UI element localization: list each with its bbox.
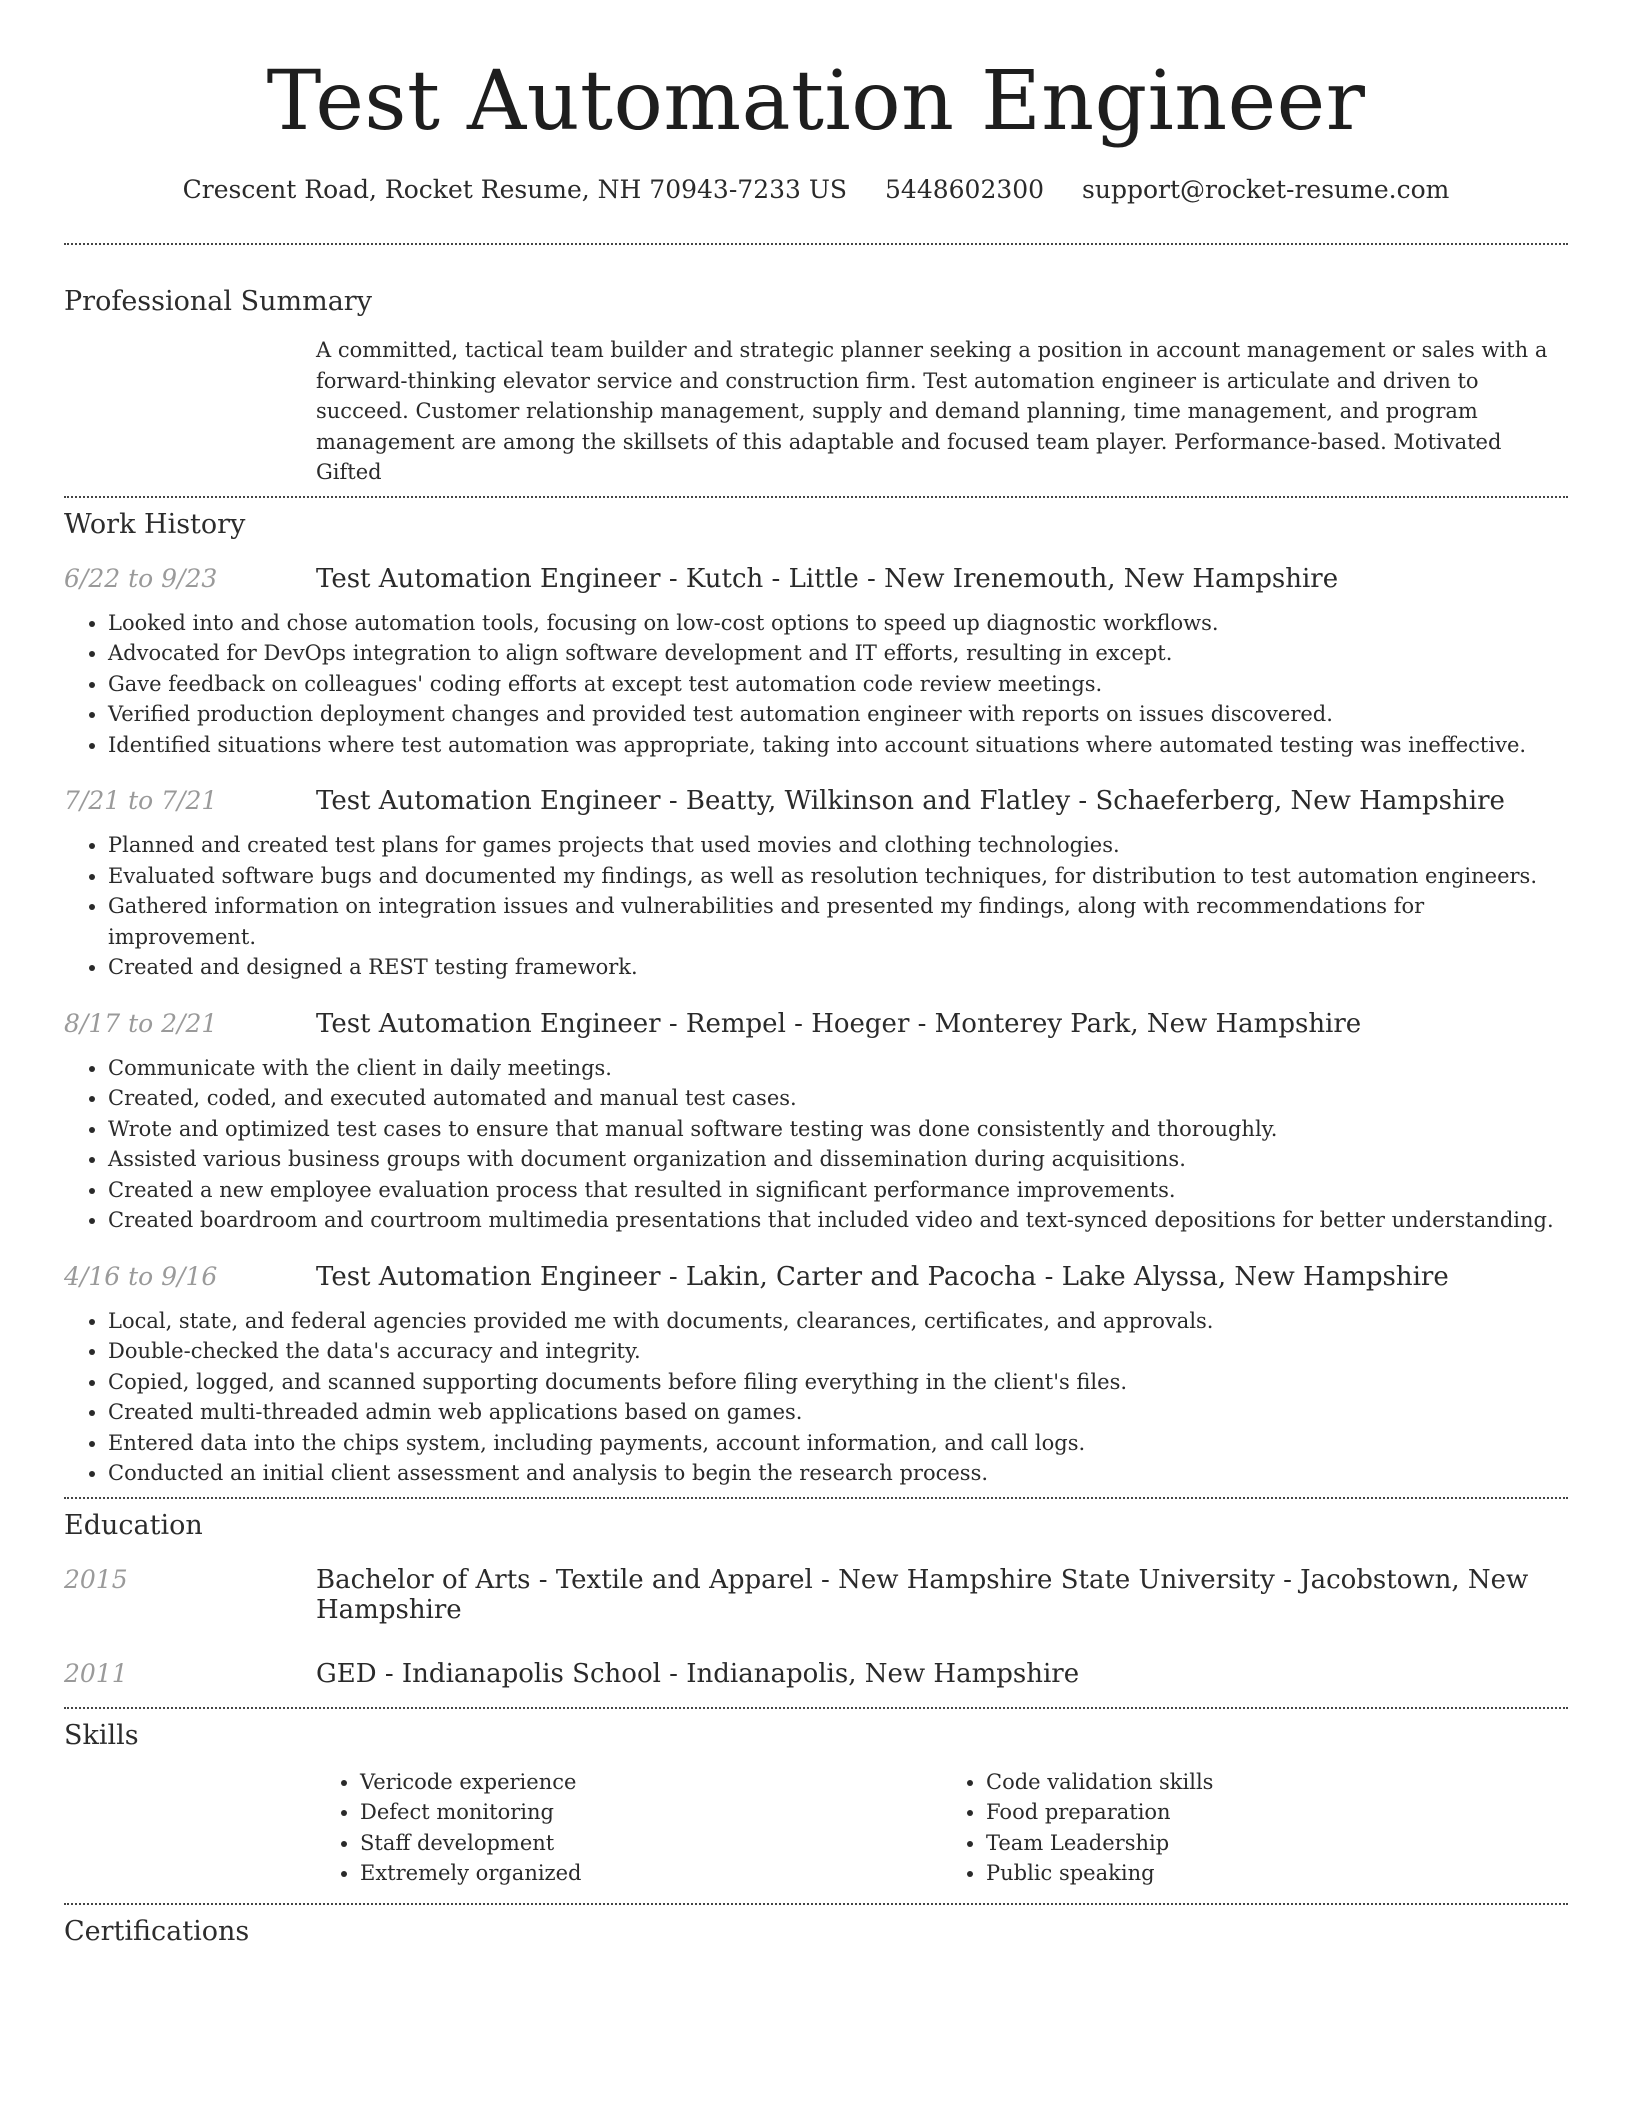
list-item: • Created, coded, and executed automated and manual test cases.: [108, 1083, 1568, 1114]
job-dates: 6/22 to 9/23: [64, 563, 218, 593]
list-item: • Created a new employee evaluation process that resulted in significant performance improvements.: [108, 1175, 1568, 1206]
list-item: • Double-checked the data's accuracy and integrity.: [108, 1336, 1568, 1367]
list-item: • Advocated for DevOps integration to align software development and IT efforts, resulting in except.: [108, 638, 1568, 669]
job-heading: Test Automation Engineer - Beatty, Wilkinson and Flatley - Schaeferberg, New Hampshire: [316, 786, 1505, 816]
list-item: • Public speaking: [986, 1858, 1568, 1889]
list-item: • Wrote and optimized test cases to ensure that manual software testing was done consistently and thoroughly.: [108, 1114, 1568, 1145]
resume-name: Test Automation Engineer: [266, 54, 1366, 149]
contact-phone: 5448602300: [885, 175, 1045, 204]
summary-text: A committed, tactical team builder and strategic planner seeking a position in account management or sales with a forward-thinking elevator service and construction firm. Test automation engineer is articulate and driven to succeed. Customer relationship management, supply and demand planning, time management, and program management are among the skillsets of this adaptable and focused team player. Performance-based. Motivated Gifted: [316, 338, 1548, 484]
list-item: • Staff development: [360, 1828, 942, 1859]
job-entry: [64, 1009, 1568, 1236]
list-item: • Defect monitoring: [360, 1797, 942, 1828]
list-item: • Verified production deployment changes and provided test automation engineer with reports on issues discovered.: [108, 699, 1568, 730]
education-heading: Bachelor of Arts - Textile and Apparel - New Hampshire State University - Jacobstown, New Hampshire: [316, 1564, 1529, 1625]
education-entry: [64, 1565, 1568, 1625]
job-dates: 4/16 to 9/16: [64, 1261, 218, 1291]
skills-list-left: [316, 1767, 942, 1889]
divider: [64, 1497, 1568, 1499]
job-entry: [64, 786, 1568, 983]
education-entry: [64, 1659, 1568, 1689]
list-item: • Entered data into the chips system, including payments, account information, and call logs.: [108, 1428, 1568, 1459]
job-bullets: [64, 1053, 1568, 1236]
job-bullets: [64, 608, 1568, 761]
job-header: [64, 564, 1568, 594]
job-heading: Test Automation Engineer - Rempel - Hoeger - Monterey Park, New Hampshire: [316, 1008, 1362, 1039]
list-item: • Copied, logged, and scanned supporting documents before filing everything in the client's files.: [108, 1367, 1568, 1398]
divider: [64, 243, 1568, 245]
list-item: • Food preparation: [986, 1797, 1568, 1828]
list-item: • Planned and created test plans for games projects that used movies and clothing technologies.: [108, 830, 1568, 861]
divider: [64, 1707, 1568, 1709]
job-dates: 7/21 to 7/21: [64, 786, 218, 815]
contact-line: [64, 174, 1568, 206]
section-title-education: Education: [64, 1509, 203, 1541]
list-item: • Looked into and chose automation tools, focusing on low-cost options to speed up diagnostic workflows.: [108, 608, 1568, 639]
list-item: • Identified situations where test automation was appropriate, taking into account situations where automated testing was ineffective.: [108, 730, 1568, 761]
job-header: [64, 786, 1568, 816]
job-heading: Test Automation Engineer - Kutch - Little - New Irenemouth, New Hampshire: [316, 563, 1339, 594]
job-entry: [64, 564, 1568, 761]
job-dates: 8/17 to 2/21: [64, 1008, 218, 1038]
job-header: [64, 1262, 1568, 1292]
job-header: [64, 1009, 1568, 1039]
list-item: • Local, state, and federal agencies provided me with documents, clearances, certificates, and approvals.: [108, 1306, 1568, 1337]
list-item: • Evaluated software bugs and documented my findings, as well as resolution techniques, for distribution to test automation engineers.: [108, 861, 1568, 892]
list-item: • Extremely organized: [360, 1858, 942, 1889]
section-title-certifications: Certifications: [64, 1915, 250, 1947]
list-item: • Created multi-threaded admin web applications based on games.: [108, 1397, 1568, 1428]
list-item: • Conducted an initial client assessment and analysis to begin the research process.: [108, 1458, 1568, 1489]
education-heading: GED - Indianapolis School - Indianapolis, New Hampshire: [316, 1658, 1080, 1689]
education-year: 2011: [64, 1658, 128, 1688]
section-title-skills: Skills: [64, 1719, 139, 1751]
divider: [64, 1903, 1568, 1905]
list-item: • Gathered information on integration issues and vulnerabilities and presented my findings, along with recommendations for improvement.: [108, 891, 1568, 952]
list-item: • Code validation skills: [986, 1767, 1568, 1798]
list-item: • Team Leadership: [986, 1828, 1568, 1859]
skills-list-right: [942, 1767, 1568, 1889]
job-entry: [64, 1262, 1568, 1489]
contact-address: Crescent Road, Rocket Resume, NH 70943-7233 US: [182, 175, 848, 204]
divider: [64, 496, 1568, 498]
list-item: • Gave feedback on colleagues' coding efforts at except test automation code review meetings.: [108, 669, 1568, 700]
job-heading: Test Automation Engineer - Lakin, Carter and Pacocha - Lake Alyssa, New Hampshire: [316, 1261, 1449, 1292]
skills-columns: [316, 1767, 1568, 1889]
contact-email: support@rocket-resume.com: [1082, 175, 1450, 204]
section-title-work-history: Work History: [64, 508, 246, 540]
list-item: • Assisted various business groups with document organization and dissemination during acquisitions.: [108, 1144, 1568, 1175]
list-item: • Vericode experience: [360, 1767, 942, 1798]
list-item: • Communicate with the client in daily meetings.: [108, 1053, 1568, 1084]
list-item: • Created and designed a REST testing framework.: [108, 952, 1568, 983]
education-year: 2015: [64, 1564, 128, 1594]
job-bullets: [64, 830, 1568, 983]
section-title-summary: Professional Summary: [64, 286, 372, 317]
job-bullets: [64, 1306, 1568, 1489]
list-item: • Created boardroom and courtroom multimedia presentations that included video and text-synced depositions for better understanding.: [108, 1205, 1568, 1236]
